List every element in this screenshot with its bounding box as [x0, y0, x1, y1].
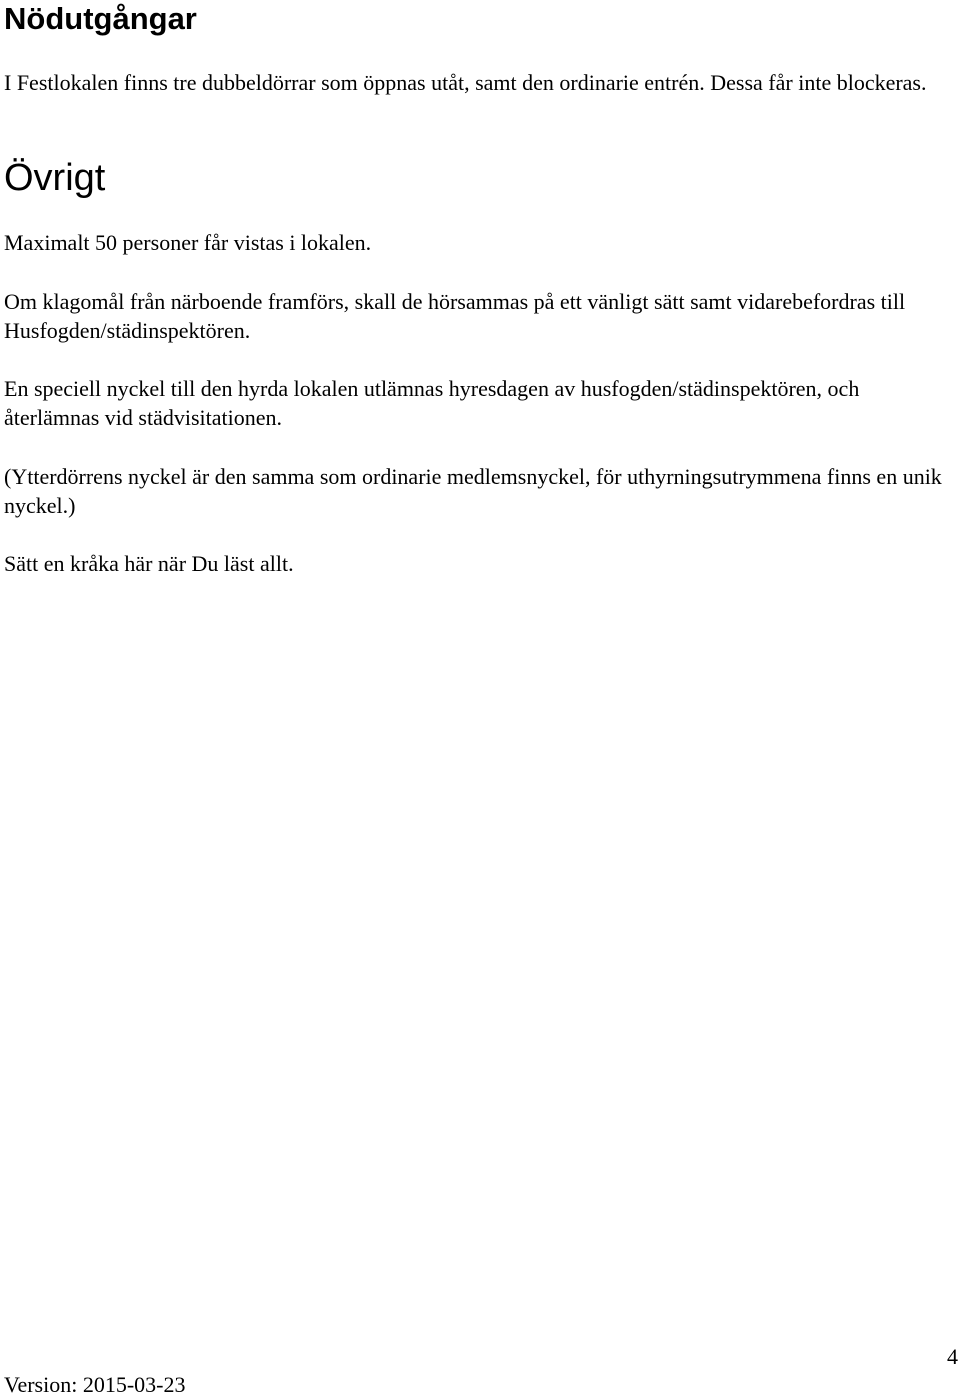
heading-nodutgangar: Nödutgångar [4, 1, 197, 36]
heading-ovrigt: Övrigt [4, 157, 106, 199]
key-paragraph: En speciell nyckel till den hyrda lokalen utlämnas hyresdagen av husfogden/städinspektören, och återlämnas vid städvisitationen. [4, 376, 860, 430]
footer-version: Version: 2015-03-23 [4, 1372, 186, 1397]
max-persons-paragraph: Maximalt 50 personer får vistas i lokalen. [4, 230, 372, 255]
emergency-exits-paragraph: I Festlokalen finns tre dubbeldörrar som öppnas utåt, samt den ordinarie entrén. Dessa får inte blockeras. [4, 70, 927, 95]
outer-door-key-paragraph: (Ytterdörrens nyckel är den samma som ordinarie medlemsnyckel, för uthyrningsutrymmena finns en unik nyckel.) [4, 464, 942, 518]
page-number: 4 [947, 1344, 958, 1369]
checkmark-instruction-paragraph: Sätt en kråka här när Du läst allt. [4, 551, 294, 576]
complaints-paragraph: Om klagomål från närboende framförs, skall de hörsammas på ett vänligt sätt samt vidarebefordras till Husfogden/städinspektören. [4, 289, 906, 343]
